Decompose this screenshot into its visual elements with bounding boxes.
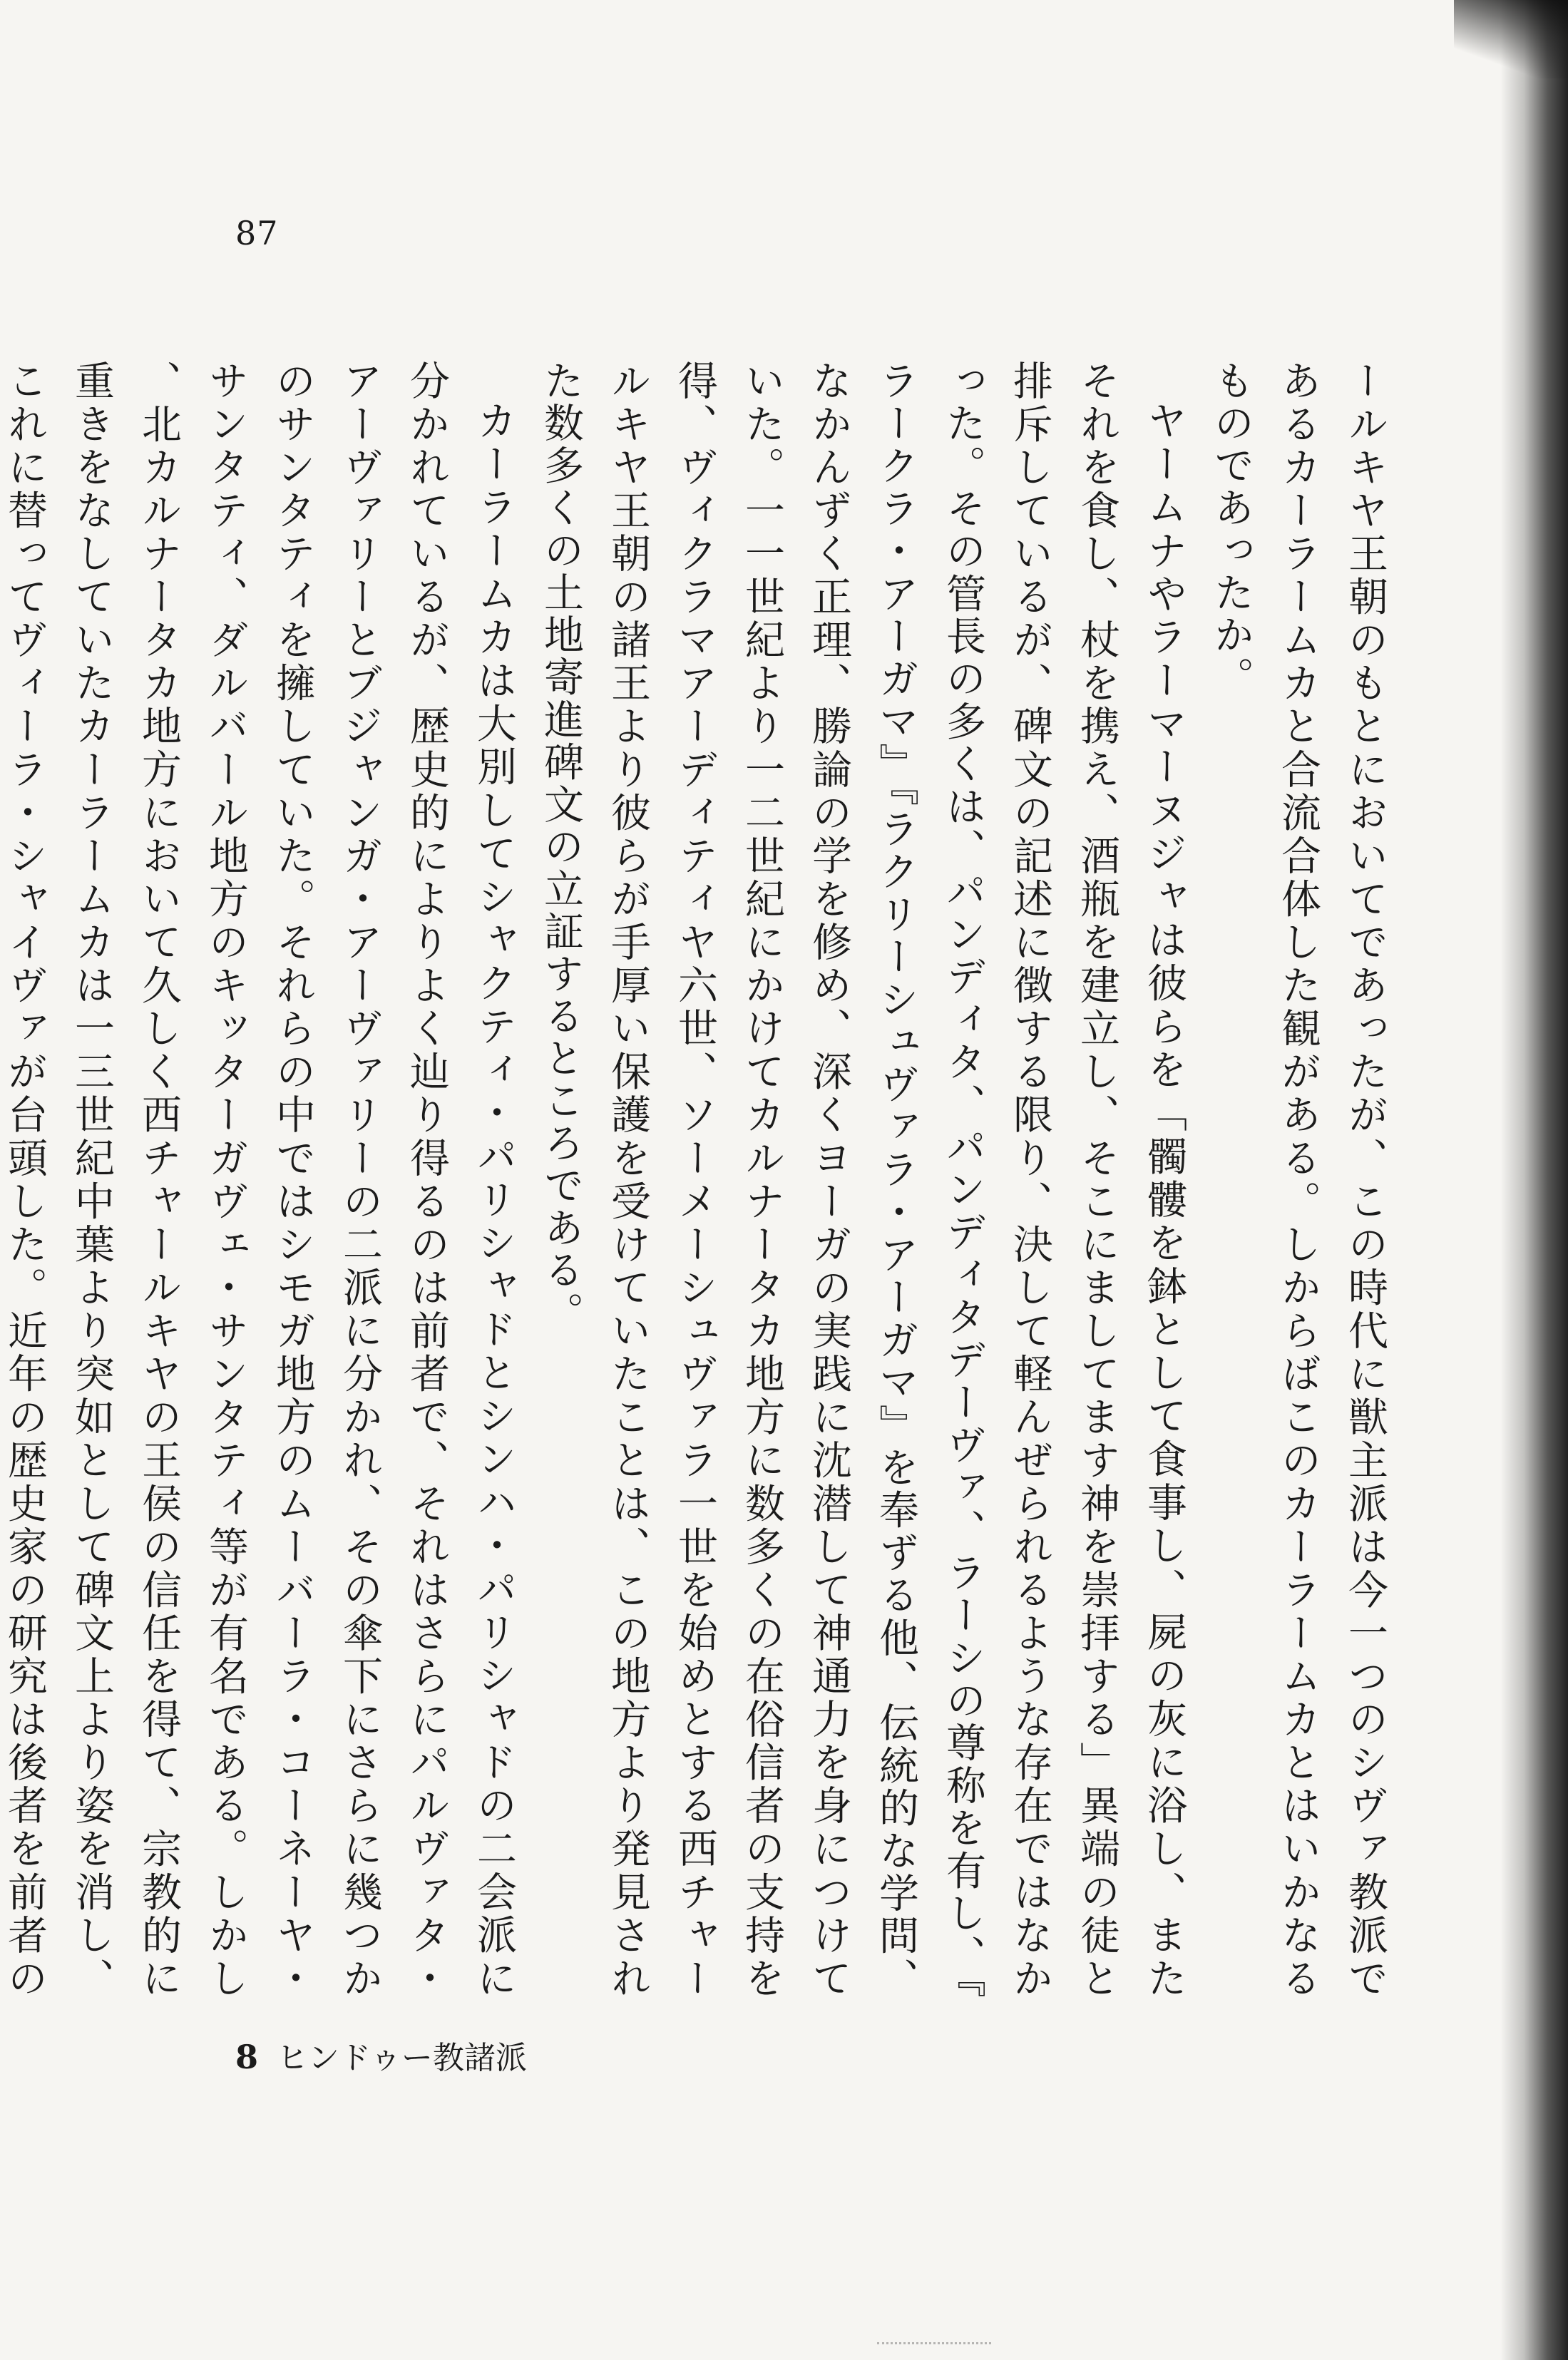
paragraph-3: カーラームカは大別してシャクティ・パリシャドとシンハ・パリシャドの二会派に分かれているが、歴史的によりよく辿り得るのは前者で、それはさらにパルヴァタ・アーヴァリーとブジャンガ・アーヴァリーの二派に分かれ、その傘下にさらに幾つかのサンタティを擁していた。それらの中ではシモガ地方のムーバーラ・コーネーヤ・サンタティ、ダルバール地方のキッターガヴェ・サンタティ等が有名である。しかし、北カルナータカ地方において久しく西チャールキヤの王侯の信任を得て、宗教的に重きをなしていたカーラームカは一三世紀中葉より突如として碑文上より姿を消し、これに替ってヴィーラ・シャイヴァが台頭した。近年の歴史家の研究は後者を前者の xyxy=(1,360,517,2000)
book-binding-corner xyxy=(1454,0,1568,78)
chapter-number: 8 xyxy=(235,2038,259,2076)
page-number: 87 xyxy=(235,214,279,252)
scan-artifact xyxy=(877,2342,991,2347)
paragraph-2: ヤームナやラーマーヌジャは彼らを「髑髏を鉢として食事し、屍の灰に浴し、またそれを食し、杖を携え、酒瓶を建立し、そこにましてます神を崇拝する」異端の徒と排斥しているが、碑文の記述に徴する限り、決して軽んぜられるような存在ではなかった。その管長の多くは、パンディタ、パンディタデーヴァ、ラーシの尊称を有し、『ラークラ・アーガマ』『ラクリーシュヴァラ・アーガマ』を奉ずる他、伝統的な学問、なかんずく正理、勝論の学を修め、深くヨーガの実践に沈潜して神通力を身につけていた。一一世紀より一二世紀にかけてカルナータカ地方に数多くの在俗信者の支持を得、ヴィクラマアーディティヤ六世、ソーメーシュヴァラ一世を始めとする西チャールキヤ王朝の諸王より彼らが手厚い保護を受けていたことは、この地方より発見された数多くの土地寄進碑文の立証するところである。 xyxy=(538,360,1187,2000)
running-footer xyxy=(235,2032,527,2078)
chapter-title: ヒンドゥー教諸派 xyxy=(277,2040,527,2076)
body-text xyxy=(1,360,1398,2000)
paragraph-1: ールキヤ王朝のもとにおいてであったが、この時代に獣主派は今一つのシヴァ教派であるカーラームカと合流合体した観がある。しからばこのカーラームカとはいかなるものであったか。 xyxy=(1208,360,1388,2000)
book-binding-shadow xyxy=(1500,0,1568,2360)
